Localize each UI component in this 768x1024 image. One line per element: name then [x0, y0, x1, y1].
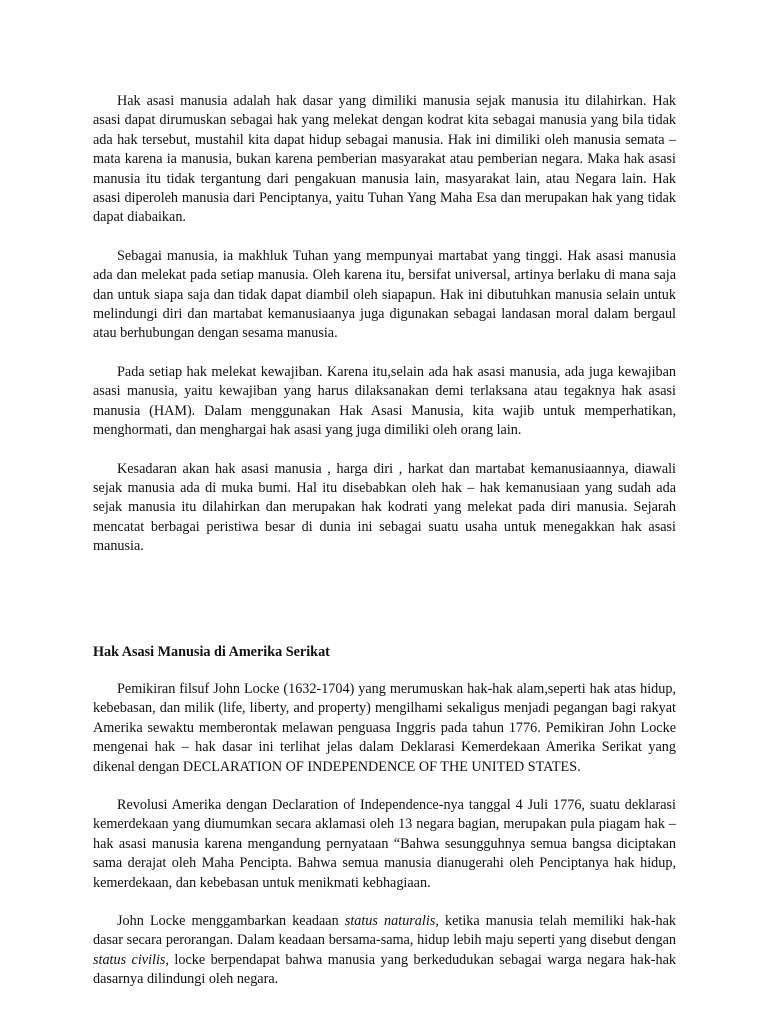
text-run: John Locke menggambarkan keadaan [117, 913, 345, 929]
italic-term-status-naturalis: status naturalis [344, 913, 436, 929]
paragraph-hak-asasi-definition: Hak asasi manusia adalah hak dasar yang dimiliki manusia sejak manusia itu dilahirkan. Hak asasi dapat dirumuskan sebagai hak yang melekat dengan kodrat kita sebagai manusia yang bila tidak ada hak tersebut, mustahil kita dapat hidup sebagai manusia. Hak ini dimiliki oleh manusia semata – mata karena ia manusia, bukan karena pemberian masyarakat atau pemberian negara. Maka hak asasi manusia itu tidak tergantung dari pengakuan manusia lain, masyarakat lain, atau Negara lain. Hak asasi diperoleh manusia dari Penciptanya, yaitu Tuhan Yang Maha Esa dan merupakan hak yang tidak dapat diabaikan. [93, 93, 676, 226]
paragraph-john-locke: Pemikiran filsuf John Locke (1632-1704) yang merumuskan hak-hak alam,seperti hak atas hidup, kebebasan, dan milik (life, liberty, and property) mengilhami sekaligus menjadi pegangan bagi rakyat Amerika sewaktu memberontak melawan penguasa Inggris pada tahun 1776. Pemikiran John Locke mengenai hak – hak dasar ini terlihat jelas dalam Deklarasi Kemerdekaan Amerika Serikat yang dikenal dengan DECLARATION OF INDEPENDENCE OF THE UNITED STATES. [93, 680, 676, 775]
paragraph-revolusi-amerika: Revolusi Amerika dengan Declaration of Independence-nya tanggal 4 Juli 1776, suatu deklarasi kemerdekaan yang diumumkan secara aklamasi oleh 13 negara bagian, merupakan pula piagam hak – hak asasi manusia karena mengandung pernyataan “Bahwa sesungguhnya semua bangsa diciptakan sama derajat oleh Maha Pencipta. Bahwa semua manusia dianugerahi oleh Penciptanya hak hidup, kemerdekaan, dan kebebasan untuk menikmati kebhagiaan. [93, 796, 676, 891]
text-run: locke berpendapat bahwa manusia yang berkedudukan sebagai warga negara hak-hak dasarnya dilindungi oleh negara. [93, 951, 676, 988]
paragraph-kewajiban: Pada setiap hak melekat kewajiban. Karena itu,selain ada hak asasi manusia, ada juga kewajiban asasi manusia, yaitu kewajiban yang harus dilaksanakan demi terlaksana atau tegaknya hak asasi manusia (HAM). Dalam menggunakan Hak Asasi Manusia, kita wajib untuk memperhatikan, menghormati, dan menghargai hak asasi yang juga dimiliki oleh orang lain. [93, 363, 676, 439]
paragraph-status-naturalis [93, 912, 676, 990]
paragraph-kesadaran: Kesadaran akan hak asasi manusia , harga diri , harkat dan martabat kemanusiaannya, diawali sejak manusia ada di muka bumi. Hal itu disebabkan oleh hak – hak kemanusiaan yang sudah ada sejak manusia itu dilahirkan dan merupakan hak kodrati yang melekat pada diri manusia. Sejarah mencatat berbagai peristiwa besar di dunia ini sebagai suatu usaha untuk menegakkan hak asasi manusia. [93, 460, 676, 555]
text-run: , ketika manusia telah memiliki hak-hak dasar secara perorangan. Dalam keadaan bersama-sama, hidup lebih maju seperti yang disebut dengan [93, 913, 676, 949]
paragraph-makhluk-tuhan: Sebagai manusia, ia makhluk Tuhan yang mempunyai martabat yang tinggi. Hak asasi manusia ada dan melekat pada setiap manusia. Oleh karena itu, bersifat universal, artinya berlaku di mana saja dan untuk siapa saja dan tidak dapat diambil oleh siapapun. Hak ini dibutuhkan manusia selain untuk melindungi diri dan martabat kemanusiaanya juga digunakan sebagai landasan moral dalam bergaul atau berhubungan dengan sesama manusia. [93, 247, 676, 342]
italic-term-status-civilis: status civilis, [93, 951, 169, 968]
section-heading: Hak Asasi Manusia di Amerika Serikat [93, 643, 330, 660]
